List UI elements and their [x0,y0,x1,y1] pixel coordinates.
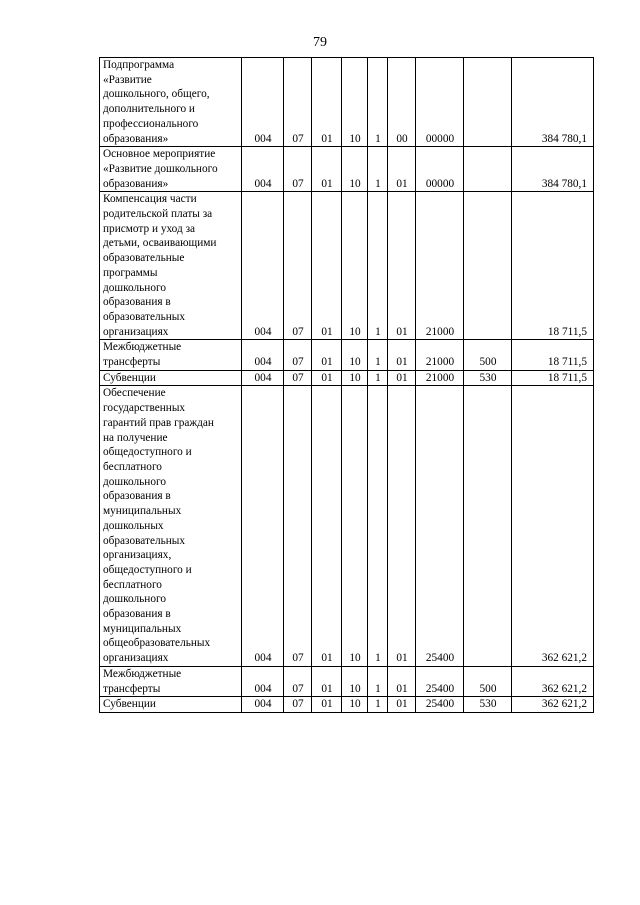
grbs-code-cell: 004 [242,666,284,696]
subsection-code-cell: 01 [312,192,342,340]
amount-cell: 18 711,5 [512,192,594,340]
program-code-cell: 10 [342,192,368,340]
expense-type-code-cell [464,147,512,192]
section-code-cell: 07 [284,147,312,192]
item-name-line: образования» [103,132,169,145]
table-row [100,340,594,370]
expense-type-code-cell [464,192,512,340]
subprogram-code-cell: 1 [368,58,388,147]
item-name-line: образования в [103,490,171,503]
item-name-line: родительской платы за [103,208,213,221]
item-name-line: программы [103,266,158,279]
item-name-line: Обеспечение [103,387,166,400]
subprogram-code-cell: 1 [368,697,388,713]
expense-type-code-cell: 530 [464,370,512,386]
item-name-line: трансферты [103,682,161,695]
grbs-code-cell: 004 [242,386,284,666]
subprogram-code-cell: 1 [368,147,388,192]
item-name-cell [100,697,242,713]
item-name-cell [100,666,242,696]
program-code-cell: 10 [342,666,368,696]
grbs-code-cell: 004 [242,340,284,370]
item-name-line: организациях, [103,549,172,562]
amount-cell: 384 780,1 [512,147,594,192]
item-name-line: Компенсация части [103,193,197,206]
subprogram-code-cell: 1 [368,666,388,696]
grbs-code-cell: 004 [242,370,284,386]
direction-code-cell: 25400 [416,386,464,666]
direction-code-cell: 25400 [416,666,464,696]
item-name-line: гарантий прав граждан [103,416,214,429]
amount-cell: 362 621,2 [512,697,594,713]
expense-type-code-cell [464,58,512,147]
grbs-code-cell: 004 [242,58,284,147]
item-name-line: детьми, осваивающими [103,237,217,250]
item-name-cell [100,147,242,192]
item-name-line: бесплатного [103,460,162,473]
item-name-line: образовательных [103,310,186,323]
subprogram-code-cell: 1 [368,386,388,666]
program-code-cell: 10 [342,58,368,147]
item-name-line: присмотр и уход за [103,222,196,235]
grbs-code-cell: 004 [242,697,284,713]
section-code-cell: 07 [284,192,312,340]
item-name-line: трансферты [103,356,161,369]
direction-code-cell: 00000 [416,147,464,192]
expense-type-code-cell: 500 [464,666,512,696]
item-name-line: дошкольного [103,475,166,488]
item-name-line: Межбюджетные [103,341,182,354]
item-name-line: организациях [103,325,169,338]
subsection-code-cell: 01 [312,340,342,370]
item-name-line: образовательных [103,534,186,547]
item-name-line: муниципальных [103,622,182,635]
program-code-cell: 10 [342,340,368,370]
item-name-cell [100,386,242,666]
item-name-line: дошкольных [103,519,164,532]
item-name-line: дополнительного и [103,103,195,116]
section-code-cell: 07 [284,697,312,713]
main-activity-code-cell: 01 [388,192,416,340]
table-row [100,386,594,666]
main-activity-code-cell: 01 [388,147,416,192]
item-name-line: организациях [103,652,169,665]
main-activity-code-cell: 01 [388,697,416,713]
page-number: 79 [313,35,327,50]
item-name-line: Межбюджетные [103,667,182,680]
subsection-code-cell: 01 [312,697,342,713]
direction-code-cell: 21000 [416,340,464,370]
item-name-line: общедоступного и [103,563,192,576]
item-name-line: «Развитие дошкольного [103,162,218,175]
item-name-line: образования в [103,296,171,309]
subprogram-code-cell: 1 [368,192,388,340]
section-code-cell: 07 [284,58,312,147]
program-code-cell: 10 [342,386,368,666]
subsection-code-cell: 01 [312,386,342,666]
budget-table [99,57,594,713]
item-name-line: бесплатного [103,578,162,591]
item-name-line: общедоступного и [103,446,192,459]
section-code-cell: 07 [284,340,312,370]
item-name-cell [100,192,242,340]
subsection-code-cell: 01 [312,147,342,192]
item-name-cell [100,370,242,386]
item-name-line: на получение [103,431,168,444]
item-name-line: государственных [103,402,186,415]
table-row [100,370,594,386]
direction-code-cell: 21000 [416,192,464,340]
item-name-cell [100,340,242,370]
table-row [100,58,594,147]
amount-cell: 18 711,5 [512,370,594,386]
main-activity-code-cell: 00 [388,58,416,147]
amount-cell: 18 711,5 [512,340,594,370]
main-activity-code-cell: 01 [388,666,416,696]
direction-code-cell: 00000 [416,58,464,147]
item-name-line: «Развитие [103,73,152,86]
section-code-cell: 07 [284,370,312,386]
item-name-line: общеобразовательных [103,637,211,650]
table-row [100,192,594,340]
main-activity-code-cell: 01 [388,386,416,666]
amount-cell: 362 621,2 [512,386,594,666]
program-code-cell: 10 [342,697,368,713]
direction-code-cell: 21000 [416,370,464,386]
subprogram-code-cell: 1 [368,370,388,386]
program-code-cell: 10 [342,370,368,386]
grbs-code-cell: 004 [242,147,284,192]
item-name-line: муниципальных [103,505,182,518]
item-name-line: образования» [103,177,169,190]
section-code-cell: 07 [284,666,312,696]
item-name-line: Субвенции [103,371,156,384]
item-name-line: образования в [103,608,171,621]
section-code-cell: 07 [284,386,312,666]
item-name-line: Основное мероприятие [103,148,216,161]
item-name-line: образовательные [103,252,185,265]
grbs-code-cell: 004 [242,192,284,340]
table-row [100,147,594,192]
subprogram-code-cell: 1 [368,340,388,370]
item-name-line: дошкольного [103,593,166,606]
direction-code-cell: 25400 [416,697,464,713]
item-name-line: профессионального [103,117,199,130]
subsection-code-cell: 01 [312,58,342,147]
main-activity-code-cell: 01 [388,340,416,370]
program-code-cell: 10 [342,147,368,192]
expense-type-code-cell: 500 [464,340,512,370]
table-row [100,697,594,713]
expense-type-code-cell: 530 [464,697,512,713]
expense-type-code-cell [464,386,512,666]
item-name-line: Субвенции [103,698,156,711]
item-name-line: дошкольного [103,281,166,294]
item-name-line: Подпрограмма [103,59,175,71]
item-name-line: дошкольного, общего, [103,88,210,101]
amount-cell: 362 621,2 [512,666,594,696]
subsection-code-cell: 01 [312,370,342,386]
amount-cell: 384 780,1 [512,58,594,147]
item-name-cell [100,58,242,147]
main-activity-code-cell: 01 [388,370,416,386]
subsection-code-cell: 01 [312,666,342,696]
table-row [100,666,594,696]
